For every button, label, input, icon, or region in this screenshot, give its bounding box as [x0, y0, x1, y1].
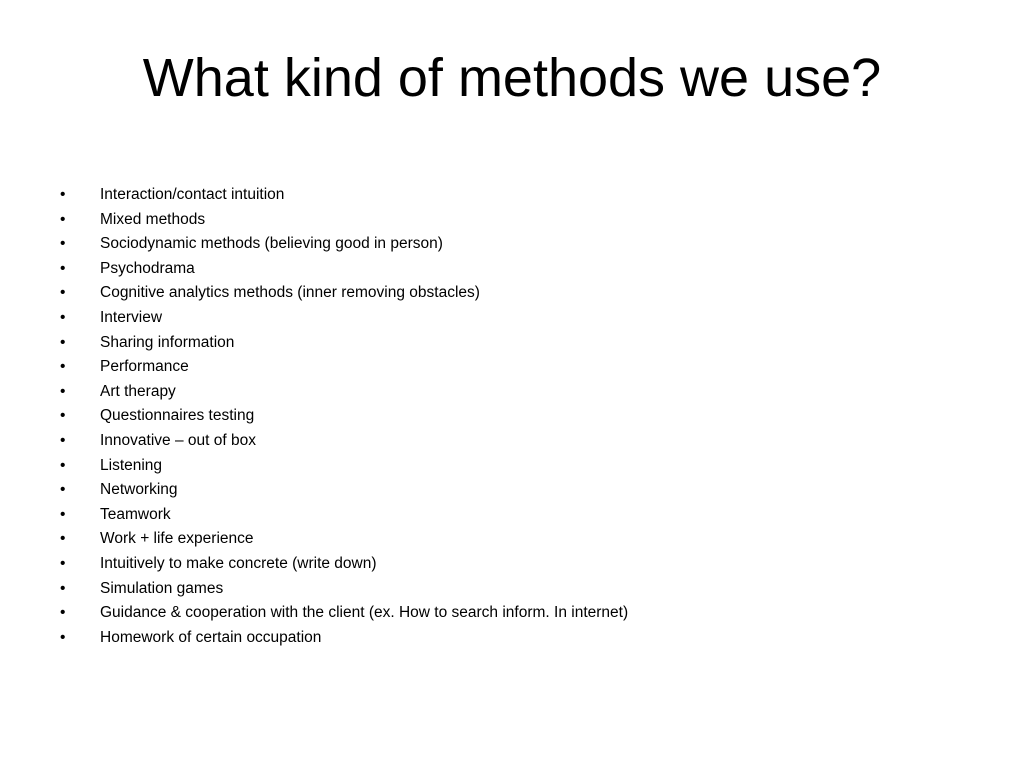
list-item-text: Psychodrama	[100, 259, 195, 277]
slide-title: What kind of methods we use?	[142, 48, 882, 108]
bullet-icon: •	[60, 284, 66, 302]
list-item-text: Performance	[100, 358, 189, 376]
list-item-text: Interview	[100, 308, 163, 326]
bullet-icon: •	[60, 554, 66, 572]
list-item-text: Questionnaires testing	[100, 407, 255, 425]
bullet-icon: •	[60, 308, 66, 326]
bullet-icon: •	[60, 186, 66, 203]
list-item-text: Interaction/contact intuition	[100, 186, 285, 203]
bullet-icon: •	[60, 579, 66, 597]
bullet-icon: •	[60, 505, 66, 523]
list-item-text: Homework of certain occupation	[100, 628, 322, 646]
bullet-icon: •	[60, 407, 66, 425]
bullet-icon: •	[60, 259, 66, 277]
list-item-text: Work + life experience	[100, 530, 254, 548]
bullet-icon: •	[60, 481, 66, 499]
bullet-icon: •	[60, 210, 66, 228]
list-item-text: Listening	[100, 456, 163, 474]
bullet-icon: •	[60, 358, 66, 376]
bullet-icon: •	[60, 530, 66, 548]
bullet-icon: •	[60, 628, 66, 646]
list-item-text: Networking	[100, 481, 178, 499]
bullet-icon: •	[60, 604, 66, 622]
bullet-icon: •	[60, 333, 66, 351]
bullet-icon: •	[60, 235, 66, 253]
list-item-text: Mixed methods	[100, 210, 206, 228]
list-item-text: Guidance & cooperation with the client (ex. How to search inform. In internet)	[100, 604, 629, 622]
list-item-text: Sharing information	[100, 333, 235, 351]
list-item-text: Sociodynamic methods (believing good in person)	[100, 235, 443, 253]
bullet-icon: •	[60, 382, 66, 400]
list-item-text: Simulation games	[100, 579, 224, 597]
bullet-icon: •	[60, 456, 66, 474]
list-item-text: Intuitively to make concrete (write down)	[100, 554, 377, 572]
list-item-text: Teamwork	[100, 505, 171, 523]
list-item-text: Innovative – out of box	[100, 431, 256, 449]
list-item-text: Cognitive analytics methods (inner removing obstacles)	[100, 284, 480, 302]
bullet-icon: •	[60, 431, 66, 449]
list-item-text: Art therapy	[100, 382, 176, 400]
